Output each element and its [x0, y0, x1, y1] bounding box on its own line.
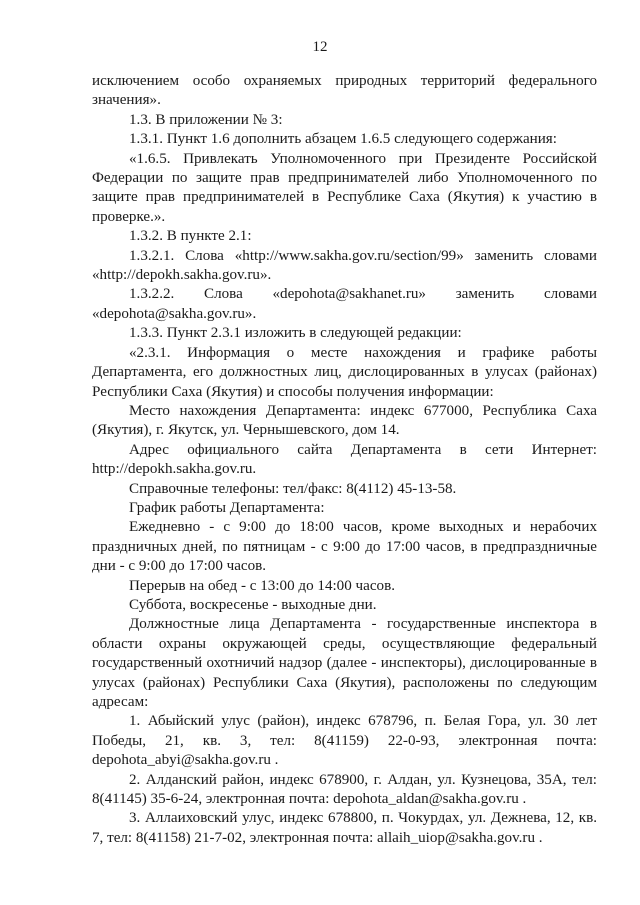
paragraph-schedule-heading: График работы Департамента:: [129, 499, 325, 516]
paragraph-continuation: исключением особо охраняемых природных территорий федерального значения».: [92, 73, 597, 109]
paragraph-weekend: Суббота, воскресенье - выходные дни.: [129, 596, 377, 613]
paragraph-schedule-daily: Ежедневно - с 9:00 до 18:00 часов, кроме выходных и нерабочих праздничных дней, по пятницам - с 9:00 до 17:00 часов, в предпраздничные дни - с 9:00 до 17:00 часов.: [92, 519, 597, 575]
paragraph-website: Адрес официального сайта Департамента в сети Интернет: http://depokh.sakha.gov.ru.: [92, 441, 597, 478]
paragraph-inspectors: Должностные лица Департамента - государственные инспектора в области охраны окружающей среды, осуществляющие федеральный государственный охотничий надзор (далее - инспекторы), дислоцированные в улусах (районах) Республики Саха (Якутия), расположены по следующим адресам:: [92, 616, 597, 710]
paragraph-location: Место нахождения Департамента: индекс 677000, Республика Саха (Якутия), г. Якутск, ул. Чернышевского, дом 14.: [92, 402, 597, 439]
paragraph-lunch-break: Перерыв на обед - с 13:00 до 14:00 часов.: [129, 577, 395, 594]
page-number: 12: [312, 39, 328, 55]
paragraph-1-3-2-2: 1.3.2.2. Слова «depohota@sakhanet.ru» заменить словами «depohota@sakha.gov.ru».: [92, 286, 597, 322]
paragraph-1-3-3: 1.3.3. Пункт 2.3.1 изложить в следующей редакции:: [129, 325, 462, 342]
document-body: [92, 72, 597, 848]
paragraph-1-3: 1.3. В приложении № 3:: [129, 111, 283, 128]
paragraph-1-3-2-1: 1.3.2.1. Слова «http://www.sakha.gov.ru/section/99» заменить словами «http://depokh.sakha.gov.ru».: [92, 247, 597, 284]
list-item-allaikhovsky: 3. Аллаиховский улус, индекс 678800, п. Чокурдах, ул. Дежнева, 12, кв. 7, тел: 8(41158) 21-7-02, электронная почта: allaih_uiop@sakha.gov.ru .: [92, 810, 597, 846]
paragraph-phones: Справочные телефоны: тел/факс: 8(4112) 45-13-58.: [129, 480, 457, 497]
paragraph-1-6-5: «1.6.5. Привлекать Уполномоченного при Президенте Российской Федерации по защите прав предпринимателей либо Уполномоченного по защите прав предпринимателей в Республике Саха (Якутия) к участию в проверке.».: [92, 150, 597, 225]
paragraph-2-3-1: «2.3.1. Информация о месте нахождения и графике работы Департамента, его должностных лиц, дислоцированных в улусах (районах) Республики Саха (Якутия) и способы получения информации:: [92, 344, 597, 400]
paragraph-1-3-1: 1.3.1. Пункт 1.6 дополнить абзацем 1.6.5 следующего содержания:: [129, 131, 557, 148]
list-item-abyi: 1. Абыйский улус (район), индекс 678796, п. Белая Гора, ул. 30 лет Победы, 21, кв. 3, тел: 8(41159) 22-0-93, электронная почта: depohota_abyi@sakha.gov.ru .: [92, 713, 597, 769]
list-item-aldan: 2. Алданский район, индекс 678900, г. Алдан, ул. Кузнецова, 35А, тел: 8(41145) 35-6-24, электронная почта: depohota_aldan@sakha.gov.ru .: [92, 771, 597, 808]
paragraph-1-3-2: 1.3.2. В пункте 2.1:: [129, 228, 252, 245]
